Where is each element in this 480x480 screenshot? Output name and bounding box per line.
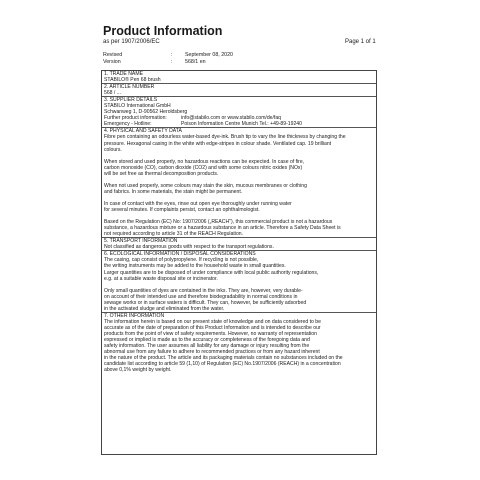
section-text: substance, a hazardous mixture or a hazardous substance in an article. Therefore a Safety Data Sheet is [104, 225, 341, 232]
section-text: safety information. The user assumes all liability for any damage or injury resulting from the [104, 343, 310, 350]
section-text: When not used properly, some colours may stain the skin, mucous membranes or clothing [104, 182, 307, 189]
document-title: Product Information [103, 24, 223, 38]
emergency-label: Emergency - Hotline: [104, 121, 152, 128]
section-text: candidate list according to article 59 (1,10) of Regulation (EC) No.1907/2006 (REACH) in a concentration [104, 361, 341, 368]
section-text: e.g. at a suitable waste disposal site or incinerator. [104, 275, 218, 282]
section-supplier-details [102, 96, 376, 127]
supplier-address: Schwanweg 1, D-90562 Heroldsberg [104, 109, 188, 116]
section-heading: 6. ECOLOGICAL INFORMATION / DISPOSAL CONSIDERATIONS [104, 251, 256, 258]
section-text: and fabrics. In some materials, the stain might be permanent. [104, 188, 243, 195]
section-text: sewage works or in surface waters is difficult. They can, however, be sufficiently adsorbed [104, 299, 307, 306]
section-text: products from the point of view of safety requirements. However, no warranty of representation [104, 330, 317, 337]
emergency-value: Poison Information Centre Munich Tel.: +49-89-19240 [181, 121, 302, 128]
section-text: STABILO® Pen 68 brush [104, 77, 161, 84]
product-info-value: info@stabilo.com or www.stabilo.com/de/faq [181, 115, 282, 122]
section-ecological [102, 250, 376, 311]
section-text: The information herein is based on our present state of knowledge and on data considered to be [104, 318, 321, 325]
section-text: The casing, cap consist of polypropylene. If recycling is not possible, [104, 257, 259, 264]
section-text: not required according to article 31 of the REACH Regulation. [104, 231, 244, 238]
version-value: 568/1 en [185, 59, 206, 65]
section-text: the writing instruments may be added to the household waste in small quantities. [104, 263, 286, 270]
section-text: When stored and used properly, no hazardous reactions can be expected. In case of fire, [104, 158, 305, 165]
section-heading: 7. OTHER INFORMATION [104, 312, 165, 319]
section-physical-safety [102, 127, 376, 237]
section-text: carbon monoxide (CO), carbon dioxide (CO2) and with some colours nitric oxides (NOx) [104, 164, 303, 171]
section-text: 568 / ... [104, 90, 121, 97]
section-text: Only small quantities of dyes are contained in the inks. They are, however, very durable- [104, 287, 303, 294]
section-text: Larger quantities are to be disposed of under compliance with local public authority regulations, [104, 269, 319, 276]
section-text: Not classified as dangerous goods with respect to the transport regulations. [104, 244, 274, 251]
section-heading: 1. TRADE NAME [104, 71, 143, 77]
section-text: accurate as of the date of preparation of this Product Information and is intended to describe our [104, 324, 321, 331]
version-colon: : [171, 59, 173, 65]
product-info-label: Further product information: [104, 115, 167, 122]
section-heading: 5. TRANSPORT INFORMATION [104, 238, 178, 245]
revised-value: September 08, 2020 [185, 52, 234, 58]
section-text: expressed or implied is made as to the accuracy or completeness of the foregoing data and [104, 337, 310, 344]
section-text: above 0,1% weight by weight. [104, 367, 172, 374]
section-text: Based on the Regulation (EC) No: 1907/2006 („REACH"), this commercial product is not a hazardous [104, 219, 333, 226]
section-text: colours. [104, 146, 122, 153]
revised-colon: : [171, 52, 173, 58]
section-text: In case of contact with the eyes, rinse out open eye thoroughly under running water [104, 200, 292, 207]
information-table [101, 70, 377, 455]
emergency-row [102, 121, 376, 127]
section-heading: 2. ARTICLE NUMBER [104, 84, 155, 91]
section-article-number [102, 83, 376, 96]
section-heading: 4. PHYSICAL AND SAFETY DATA [104, 128, 182, 135]
section-transport [102, 237, 376, 250]
section-trade-name [102, 71, 376, 83]
supplier-name: STABILO International GmbH [104, 103, 171, 110]
section-text: pressure. Hexagonal casing in the white with edge-stripes in colour shade. Ventilated cap. 19 brilliant [104, 140, 332, 147]
section-text: for several minutes. If complaints persist, contact an ophthalmologist. [104, 207, 260, 214]
section-text: in the activated sludge and eliminated from the water. [104, 305, 225, 312]
revised-label: Revised [103, 52, 123, 58]
section-text: Fibre pen containing an odourless water-based dye-ink. Brush tip to vary the line thickness by changing the [104, 134, 346, 141]
section-text: on account of their intended use and therefore biodegradability in normal conditions in [104, 293, 298, 300]
page-number: Page 1 of 1 [345, 39, 376, 45]
regulation-reference: as per 1907/2006/EC [103, 39, 160, 45]
section-text: abnormal use from any failure to adhere to recommended practices or from any hazard inherent [104, 349, 320, 356]
section-other-information [102, 312, 376, 373]
section-text: will be set free as thermal decomposition products. [104, 170, 219, 177]
section-heading: 3. SUPPLIER DETAILS [104, 97, 158, 104]
section-text: in the nature of the product. The article and its packaging materials contain no substances included on the [104, 355, 343, 362]
version-label: Version [103, 59, 121, 65]
